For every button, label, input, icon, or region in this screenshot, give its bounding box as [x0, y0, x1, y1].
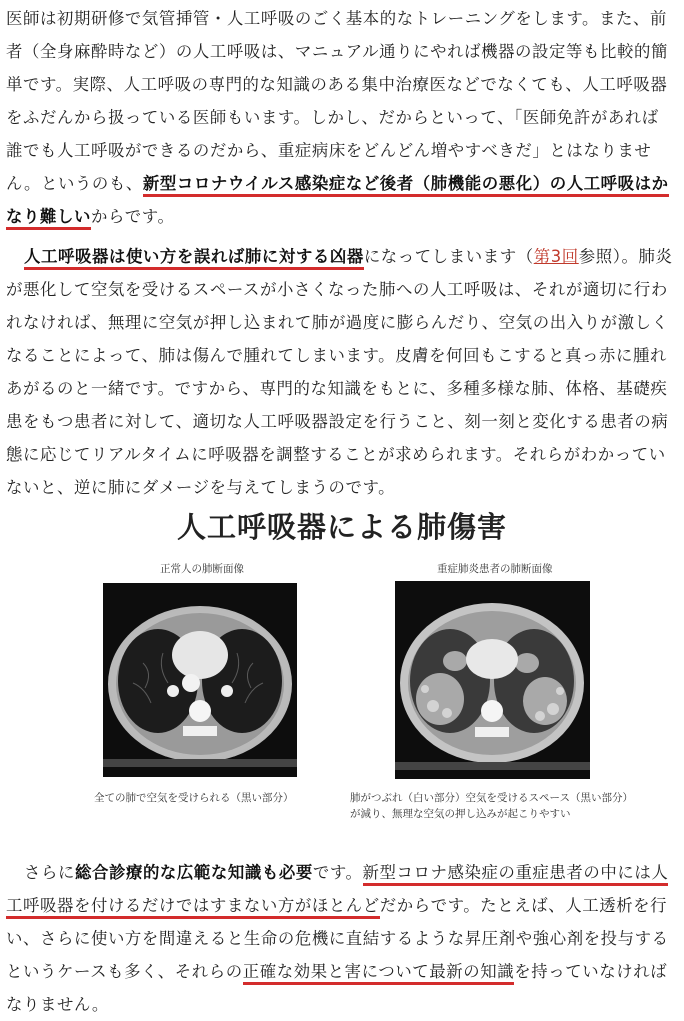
paragraph-1-text-a: 医師は初期研修で気管挿管・人工呼吸のごく基本的なトレーニングをします。また、前者（全身麻酔時など）の人工呼吸は、マニュアル通りにやれば機器の設定等も比較的簡単です。実際、人工呼吸の専門的な知識のある集中治療医などでなくても、人工呼吸器をふだんから扱っている医師もいます。しかし、だからといって、「医師免許があれば誰でも人工呼吸ができるのだから、重症病床をどんどん増やすべきだ」とはなりません。というのも、	[6, 9, 668, 193]
highlight-severe-patients: 新型コロナ感染症の重症患者の中には人工呼吸器を付けるだけではすまない方がほとんど	[6, 863, 668, 919]
highlight-covid-ventilation-difficult: 新型コロナウイルス感染症など後者（肺機能の悪化）の人工呼吸はかなり難しい	[6, 174, 669, 230]
paragraph-3-text-c: だからです。たとえば、人工透析を行い、さらに使い方を間違えると生命の危機に直結するような昇圧剤や強心剤を投与するというケースも多く、それらの	[6, 896, 669, 981]
paragraph-2-text-b: 参照）。肺炎が悪化して空気を受けるスペースが小さくなった肺への人工呼吸は、それが適切に行われなければ、無理に空気が押し込まれて肺が過度に膨らんだり、空気の出入りが激しくなることによって、肺は傷んで腫れてしまいます。皮膚を何回もこすると真っ赤に腫れあがるのと一緒です。ですから、専門的な知識をもとに、多種多様な肺、体格、基礎疾患をもつ患者に対して、適切な人工呼吸器設定を行うこと、刻一刻と変化する患者の病態に応じてリアルタイムに呼吸器を調整することが求められます。それらがわかっていないと、逆に肺にダメージを与えてしまうのです。	[6, 247, 673, 497]
paragraph-3-text-b: です。	[312, 863, 363, 882]
paragraph-3-text-a: さらに	[24, 863, 75, 882]
normal-lung-ct-image	[103, 583, 297, 777]
paragraph-3-text-d: を持っていなければなりません。	[6, 962, 668, 1014]
highlight-latest-knowledge: 正確な効果と害について最新の知識	[243, 962, 515, 985]
left-scan-title: 正常人の肺断面像	[160, 563, 244, 575]
link-part-3[interactable]: 第3回	[533, 247, 579, 266]
paragraph-3	[6, 856, 674, 1021]
left-scan-caption: 全ての肺で空気を受けられる（黒い部分）	[94, 792, 294, 804]
paragraph-2-text-a: になってしまいます（	[363, 247, 534, 266]
bold-broad-knowledge: 総合診療的な広範な知識も必要	[74, 863, 313, 882]
paragraph-1	[6, 2, 674, 233]
pneumonia-lung-ct-image	[395, 581, 590, 779]
highlight-ventilator-weapon: 人工呼吸器は使い方を誤れば肺に対する凶器	[24, 247, 364, 270]
paragraph-1-text-b: からです。	[90, 207, 175, 226]
right-scan-caption: 肺がつぶれ（白い部分）空気を受けるスペース（黒い部分）が減り、無理な空気の押し込みが起こりやすい	[350, 792, 633, 820]
figure-title: 人工呼吸器による肺傷害	[176, 510, 507, 544]
right-scan-title: 重症肺炎患者の肺断面像	[437, 563, 553, 575]
paragraph-2	[6, 240, 674, 504]
